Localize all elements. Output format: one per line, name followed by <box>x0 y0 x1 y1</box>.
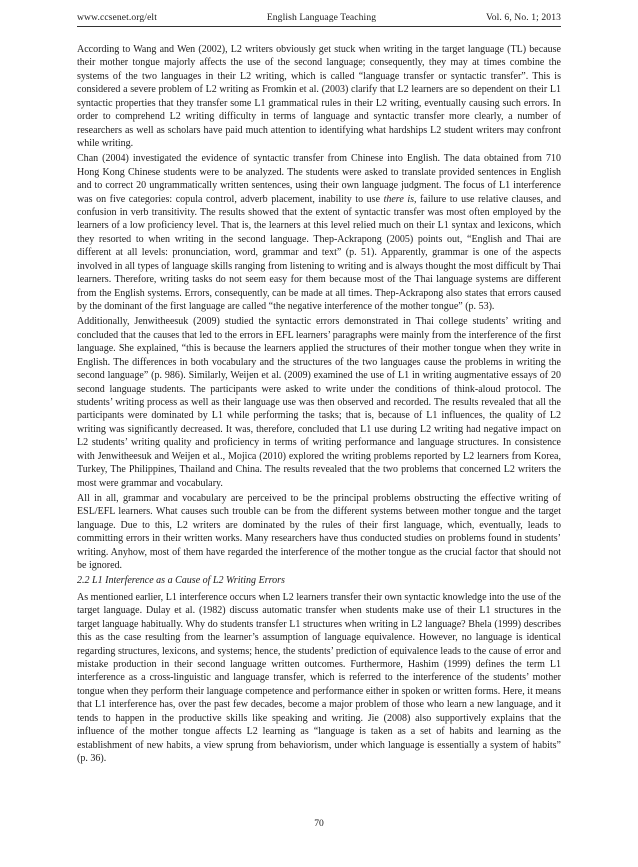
header-divider <box>77 26 561 27</box>
paragraph-chan-part-2: , failure to use relative clauses, and confusion in verb transitivity. The results showed that the extent of syntactic transfer was most often employed by the learners of a low proficiency level. That is, the learners at this level relied much on their L1 syntax and lexicons, which they resorted to when writing in the second language. Thep-Ackrapong (2005) points out, “English and Thai are different at all levels: pronunciation, word, grammar and text” (p. 51). Apparently, grammar is one of the aspects involved in all types of language skills ranging from listening to writing and is always thought the most difficult by Thai learners. Therefore, writing tasks do not seem easy for them because most of the Thai language systems are different from the English systems. Errors, consequently, can be made at all times. Thep-Ackrapong also states that errors caused by the dominant of the first language are called “the negative interference of the mother tongue” (p. 53). <box>77 193 561 313</box>
paragraph-chan <box>77 152 561 313</box>
paragraph-jenwitheesuk: Additionally, Jenwitheesuk (2009) studied the syntactic errors demonstrated in Thai college students’ writing and concluded that the causes that led to the errors in EFL learners’ paragraphs were mainly from the interference of the first language. She explained, “this is because the learners applied the structures of their mother tongue when they write in English. The differences in both vocabulary and the structures of the two languages cause the problems in writing the second language” (p. 986). Similarly, Weijen et al. (2009) examined the use of L1 in writing augmentative essays of 20 second language students. The participants were asked to write under the conditions of think-aloud protocol. The students’ writing process as well as their language use was then observed and recorded. The results revealed that all the participants were dominated by L1 while performing the tasks; that is, because of L1 influences, the quality of L2 writing was significantly decreased. It was, therefore, concluded that L1 use during L2 writing had negative impact on L2 students’ writing quality and proficiency in terms of writing performance and language structures. In consistence with Jenwitheesuk and Weijen et al., Mojica (2010) explored the writing problems reported by L2 learners from Korea, Turkey, The Philippines, Thailand and China. The results revealed that the two problems that concerned L2 writers the most were grammar and vocabulary. <box>77 316 561 489</box>
paragraph-chan-italic-term: there is <box>383 193 414 205</box>
journal-title: English Language Teaching <box>266 12 377 23</box>
running-header <box>77 12 561 23</box>
article-body <box>77 43 561 767</box>
paragraph-wang-wen: According to Wang and Wen (2002), L2 writers obviously get stuck when writing in the target language (TL) because their mother tongue majorly affects the use of the second language; consequently, they may at times combine the systems of the two languages in their L2 writing, which is called “language transfer or syntactic transfer”. This is considered a severe problem of L2 writing as Fromkin et al. (2003) clarify that L2 learners are so dependent on their L1 syntactic properties that they transfer some L1 grammatical rules in their L2 writing, eventually causing such errors. In order to comprehend L2 writing difficulty in terms of language and syntactic transfer more clearly, a number of researchers as well as scholars have paid much attention to identifying what hardships L2 student writers may confront while writing. <box>77 44 561 149</box>
paragraph-l1-interference: As mentioned earlier, L1 interference occurs when L2 learners transfer their own syntactic knowledge into the use of the target language. Dulay et al. (1982) discuss automatic transfer when students make use of their L1 structures in the target language habitually. Why do students transfer L1 structures when writing in L2 language? Bhela (1999) describes this as the case resulting from the learner’s assumption of language equivalence. However, no language is identical regarding structures, lexicons, and systems; hence, the students’ prediction of equivalence leads to the cause of error and mistake production in their second language written outcomes. Furthermore, Hashim (1999) defines the term L1 interference as a cross-linguistic and language transfer, which is referred to the interference of the students’ mother tongue when they perform their language competence and performance either in spoken or written forms. Here, it means that L1 interference has, over the past few decades, become a major problem of those who learn a new language, and it tends to happen in the productive skills like speaking and writing. Jie (2008) also supportively explains that the influence of the mother tongue affects L2 learning as “language is taken as a set of habits and learning as the establishment of new habits, a view sprung from behaviorism, under which language is essentially a system of habits” (p. 36). <box>77 591 561 764</box>
volume-info: Vol. 6, No. 1; 2013 <box>485 12 561 23</box>
section-heading: 2.2 L1 Interference as a Cause of L2 Writing Errors <box>77 575 285 587</box>
page-number: 70 <box>314 818 324 829</box>
journal-url[interactable]: www.ccsenet.org/elt <box>77 12 157 23</box>
paragraph-summary: All in all, grammar and vocabulary are perceived to be the principal problems obstructing the effective writing of ESL/EFL learners. What causes such trouble can be from the different systems between mother tongue and the target language. Due to this, L2 writers are dominated by the rules of their first language, which, eventually, leads to committing errors in their written works. Many researchers have thus conducted studies on problems found in students’ writing. Anyhow, most of them have regarded the interference of the mother tongue as the crucial factor that should not be ignored. <box>77 492 561 572</box>
paragraph-chan-part-1: Chan (2004) investigated the evidence of syntactic transfer from Chinese into English. The data obtained from 710 Hong Kong Chinese students were to be analyzed. The students were asked to translate provided sentences in English and to correct 20 ungrammatically written sentences, using their own language judgment. The focus of L1 interference was on five categories: copula control, adverb placement, inability to use <box>77 153 561 205</box>
